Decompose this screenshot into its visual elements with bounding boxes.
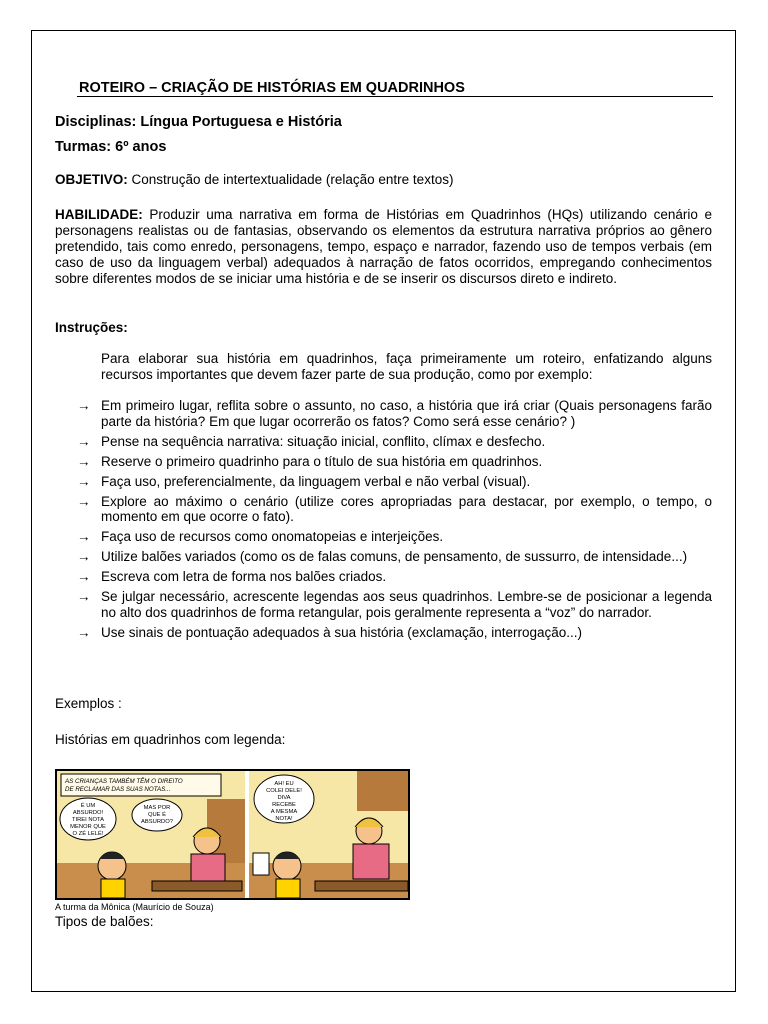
list-item: → Reserve o primeiro quadrinho para o título de sua história em quadrinhos. <box>77 453 543 469</box>
list-item: → Pense na sequência narrativa: situação inicial, conflito, clímax e desfecho. <box>77 433 546 449</box>
disciplinas-heading: Disciplinas: Língua Portuguesa e História <box>55 114 342 130</box>
habilidade-text: Produzir uma narrativa em forma de Histórias em Quadrinhos (HQs) utilizando cenário e personagens realistas ou de fantasias, observando os elementos da estrutura narrativa próprios ao gênero pretendido, tais como enredo, personagens, tempo, espaço e narrador, fazendo uso de tempos verbais (em caso de uso da linguagem verbal) adequados à narração de fatos ocorridos, empregando conhecimentos sobre diferentes modos de se iniciar uma história e de se inserir os discursos direto e indireto. <box>55 207 712 286</box>
document-title: ROTEIRO – CRIAÇÃO DE HISTÓRIAS EM QUADRINHOS <box>79 80 465 96</box>
objetivo-text: Construção de intertextualidade (relação entre textos) <box>127 172 454 187</box>
arrow-icon: → <box>77 433 91 449</box>
objetivo-paragraph <box>55 172 453 187</box>
comic-caption: A turma da Mônica (Maurício de Souza) <box>55 902 214 912</box>
arrow-icon: → <box>77 493 91 509</box>
instrucoes-heading: Instruções: <box>55 320 128 335</box>
arrow-icon: → <box>77 453 91 469</box>
arrow-icon: → <box>77 529 91 545</box>
turmas-heading: Turmas: 6º anos <box>55 139 167 155</box>
arrow-icon: → <box>77 589 91 605</box>
arrow-icon: → <box>77 398 91 413</box>
tipos-baloes-label: Tipos de balões: <box>55 914 154 929</box>
habilidade-paragraph <box>55 207 712 287</box>
list-item: → Faça uso, preferencialmente, da linguagem verbal e não verbal (visual). <box>77 473 531 489</box>
comic-balloon-2: MAS POR QUE É ABSURDO? <box>141 805 173 825</box>
list-item: → Se julgar necessário, acrescente legendas aos seus quadrinhos. Lembre-se de posicionar a legenda no alto dos quadrinhos de forma retangular, pois geralmente representa a “voz” do narrador. <box>77 589 712 620</box>
comic-balloon-3: AH! EU COLEI DELE! DIVA RECEBE A MESMA NOTA! <box>266 781 302 822</box>
intro-paragraph: Para elaborar sua história em quadrinhos, faça primeiramente um roteiro, enfatizando alguns recursos importantes que devem fazer parte de sua produção, como por exemplo: <box>101 351 712 382</box>
list-item: → Utilize balões variados (como os de falas comuns, de pensamento, de sussurro, de intensidade...) <box>77 549 688 565</box>
comic-caption-box: AS CRIANÇAS TAMBÉM TÊM O DIREITO DE RECLAMAR DAS SUAS NOTAS... <box>65 778 183 793</box>
title-underline <box>77 96 713 97</box>
comic-strip-svg <box>57 771 408 898</box>
arrow-icon: → <box>77 569 91 585</box>
hq-legenda-label: Histórias em quadrinhos com legenda: <box>55 732 286 747</box>
arrow-icon: → <box>77 624 91 640</box>
list-item: → Em primeiro lugar, reflita sobre o assunto, no caso, a história que irá criar (Quais personagens farão parte da história? Em que lugar ocorrerão os fatos? Como será esse cenário? ) <box>77 398 712 429</box>
list-item: → Faça uso de recursos como onomatopeias e interjeições. <box>77 529 444 545</box>
comic-balloon-1: É UM ABSURDO! TIREI NOTA MENOR QUE O ZÉ LELÉ! <box>70 803 106 837</box>
objetivo-label: OBJETIVO: <box>55 172 128 187</box>
list-item: → Use sinais de pontuação adequados à sua história (exclamação, interrogação...) <box>77 624 583 640</box>
comic-strip-image <box>55 769 410 900</box>
arrow-icon: → <box>77 549 91 565</box>
habilidade-label: HABILIDADE: <box>55 207 143 222</box>
instruction-list <box>77 398 712 645</box>
list-item: → Explore ao máximo o cenário (utilize cores apropriadas para destacar, por exemplo, o tempo, o momento em que ocorre o fato). <box>77 493 712 525</box>
list-item: → Escreva com letra de forma nos balões criados. <box>77 569 387 585</box>
exemplos-label: Exemplos : <box>55 696 122 711</box>
arrow-icon: → <box>77 473 91 489</box>
